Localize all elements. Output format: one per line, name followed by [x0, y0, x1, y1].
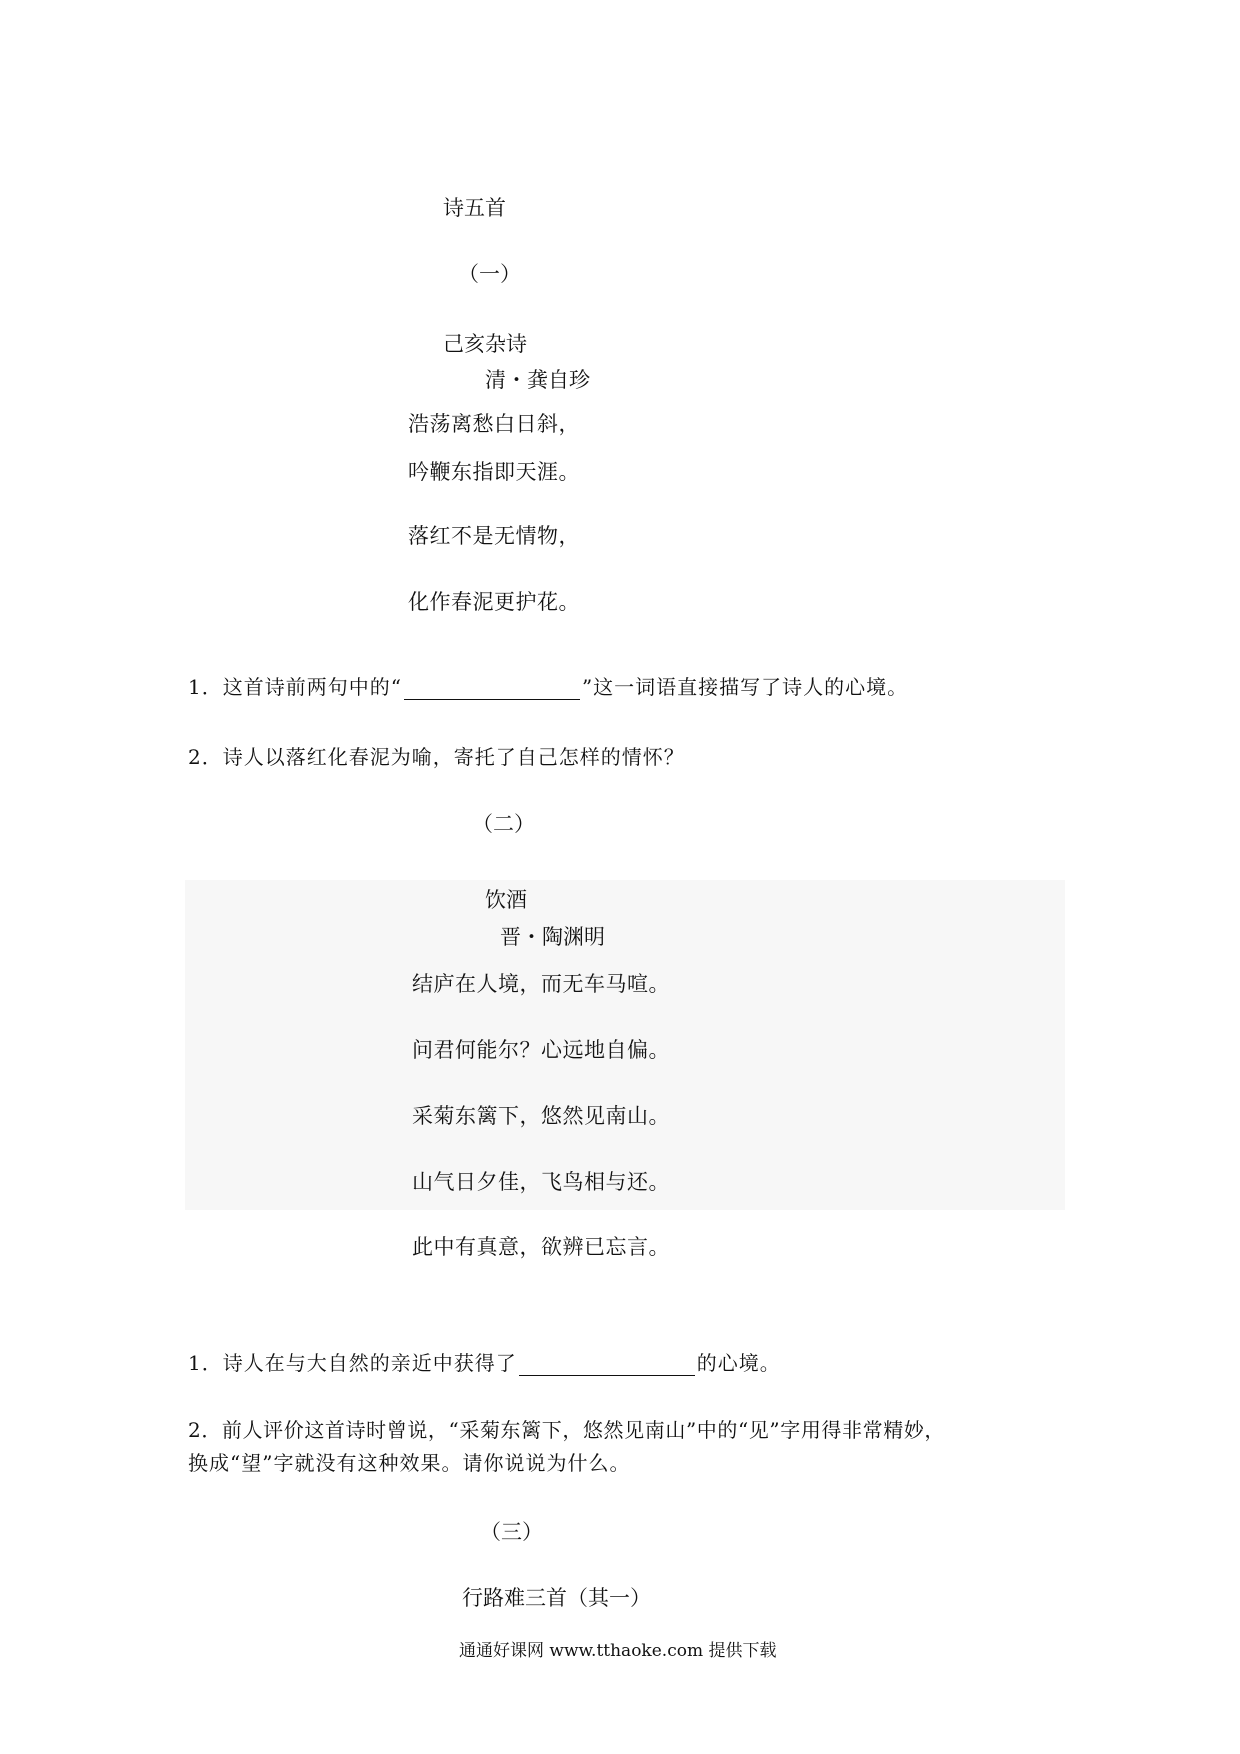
- poem-line: 落红不是无情物，: [408, 524, 580, 548]
- question-1: [188, 1347, 781, 1376]
- page-footer: 通通好课网 www.tthaoke.com 提供下载: [459, 1641, 777, 1661]
- poem-line: 此中有真意，欲辨已忘言。: [412, 1235, 670, 1259]
- poem-author: 清・龚自珍: [485, 368, 590, 392]
- poem-line: 浩荡离愁白日斜，: [408, 412, 580, 436]
- poem-line: 吟鞭东指即天涯。: [408, 460, 580, 484]
- question-2-line-1: 2．前人评价这首诗时曾说，“采菊东篱下，悠然见南山”中的“见”字用得非常精妙，: [188, 1418, 946, 1442]
- section-number: （三）: [480, 1520, 543, 1544]
- poem-line: 结庐在人境，而无车马喧。: [412, 972, 670, 996]
- poem-line: 化作春泥更护花。: [408, 590, 580, 614]
- poem-title: 己亥杂诗: [443, 332, 527, 356]
- question-text: ”这一词语直接描写了诗人的心境。: [581, 675, 909, 699]
- question-text: 1．这首诗前两句中的“: [188, 675, 402, 699]
- answer-blank[interactable]: [404, 679, 580, 700]
- poem-line: 采菊东篱下，悠然见南山。: [412, 1104, 670, 1128]
- poem-author: 晋・陶渊明: [500, 925, 605, 949]
- poem-title: 饮酒: [485, 888, 527, 912]
- question-text: 1．诗人在与大自然的亲近中获得了: [188, 1351, 517, 1375]
- page-title: 诗五首: [443, 196, 506, 220]
- section-number: （二）: [472, 812, 535, 836]
- question-2-line-2: 换成“望”字就没有这种效果。请你说说为什么。: [188, 1451, 631, 1475]
- poem-line: 问君何能尔？心远地自偏。: [412, 1038, 670, 1062]
- section-number: （一）: [458, 262, 521, 286]
- answer-blank[interactable]: [519, 1355, 695, 1376]
- question-text: 的心境。: [696, 1351, 781, 1375]
- poem-line: 山气日夕佳，飞鸟相与还。: [412, 1170, 670, 1194]
- poem-title: 行路难三首（其一）: [462, 1586, 651, 1610]
- question-1: [188, 671, 908, 700]
- question-2: 2．诗人以落红化春泥为喻，寄托了自己怎样的情怀？: [188, 745, 685, 769]
